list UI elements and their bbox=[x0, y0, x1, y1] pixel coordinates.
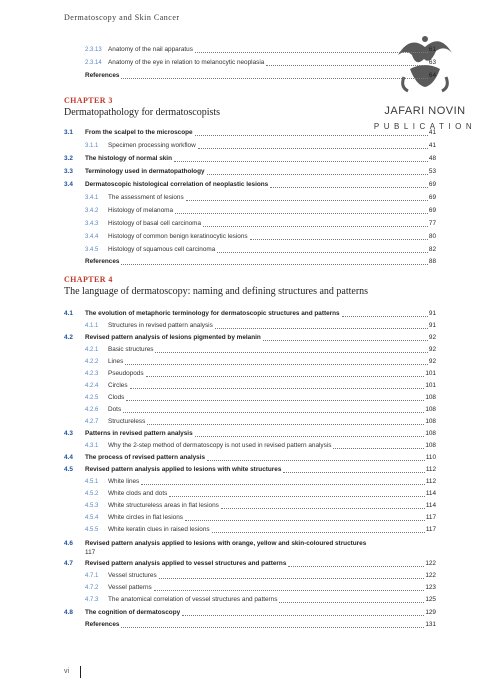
toc-entry-4.7[interactable]: 4.7 Revised pattern analysis applied to vessel structures and patterns 122 bbox=[64, 560, 436, 567]
logo-name: JAFARI NOVIN bbox=[384, 105, 466, 117]
chapter-4-title: The language of dermatoscopy: naming and defining structures and patterns bbox=[64, 286, 369, 297]
toc-entry-4.2.5[interactable]: 4.2.5 Clods 108 bbox=[85, 394, 436, 401]
toc-entry-references[interactable]: References 131 bbox=[85, 621, 436, 628]
toc-entry-3.4.2[interactable]: 3.4.2 Histology of melanoma 69 bbox=[85, 207, 436, 214]
toc-entry-4.7.1[interactable]: 4.7.1 Vessel structures 122 bbox=[85, 572, 436, 579]
toc-entry-4.2.3[interactable]: 4.2.3 Pseudopods 101 bbox=[85, 370, 436, 377]
toc-entry-3.4.4[interactable]: 3.4.4 Histology of common benign keratinocytic lesions 80 bbox=[85, 233, 436, 240]
toc-entry-4.2.4[interactable]: 4.2.4 Circles 101 bbox=[85, 382, 436, 389]
toc-entry-4.4[interactable]: 4.4 The process of revised pattern analysis 110 bbox=[64, 454, 436, 461]
toc-entry-4.1.1[interactable]: 4.1.1 Structures in revised pattern analysis 91 bbox=[85, 322, 436, 329]
toc-entry-4.6[interactable]: 4.6 Revised pattern analysis applied to lesions with orange, yellow and skin-coloured structures bbox=[64, 540, 367, 547]
toc-entry-3.4.5[interactable]: 3.4.5 Histology of squamous cell carcinoma 82 bbox=[85, 246, 436, 253]
toc-entry-references[interactable]: References 64 bbox=[85, 72, 436, 79]
toc-entry-4.7.2[interactable]: 4.7.2 Vessel patterns 123 bbox=[85, 584, 436, 591]
toc-entry-4.5[interactable]: 4.5 Revised pattern analysis applied to lesions with white structures 112 bbox=[64, 466, 436, 473]
toc-entry-3.1[interactable]: 3.1 From the scalpel to the microscope 41 bbox=[64, 129, 436, 136]
toc-entry-4.7.3[interactable]: 4.7.3 The anatomical correlation of vessel structures and patterns 125 bbox=[85, 596, 436, 603]
toc-entry-3.4.1[interactable]: 3.4.1 The assessment of lesions 69 bbox=[85, 194, 436, 201]
publisher-logo bbox=[350, 25, 500, 140]
chapter-4-label: CHAPTER 4 bbox=[64, 275, 113, 284]
toc-entry-4.1[interactable]: 4.1 The evolution of metaphoric terminology for dermatoscopic structures and patterns 91 bbox=[64, 310, 436, 317]
page-number: vi bbox=[64, 668, 70, 675]
toc-entry-2.3.14[interactable]: 2.3.14 Anatomy of the eye in relation to melanocytic neoplasia 63 bbox=[85, 59, 436, 66]
chapter-3-title: Dermatopathology for dermatoscopists bbox=[64, 107, 221, 118]
toc-entry-4.2.2[interactable]: 4.2.2 Lines 92 bbox=[85, 358, 436, 365]
toc-entry-3.2[interactable]: 3.2 The histology of normal skin 48 bbox=[64, 155, 436, 162]
toc-entry-4.3.1[interactable]: 4.3.1 Why the 2-step method of dermatoscopy is not used in revised pattern analysis 108 bbox=[85, 442, 436, 449]
toc-entry-4.2.7[interactable]: 4.2.7 Structureless 108 bbox=[85, 418, 436, 425]
toc-entry-4.5.2[interactable]: 4.5.2 White clods and dots 114 bbox=[85, 490, 436, 497]
chapter-3-label: CHAPTER 3 bbox=[64, 96, 113, 105]
toc-entry-4.2.6[interactable]: 4.2.6 Dots 108 bbox=[85, 406, 436, 413]
toc-entry-references[interactable]: References 88 bbox=[85, 258, 436, 265]
toc-entry-4.5.4[interactable]: 4.5.4 White circles in flat lesions 117 bbox=[85, 514, 436, 521]
running-head: Dermatoscopy and Skin Cancer bbox=[64, 13, 180, 22]
logo-subtitle: PUBLICATION bbox=[373, 122, 477, 131]
toc-entry-4.5.5[interactable]: 4.5.5 White keratin clues in raised lesions 117 bbox=[85, 526, 436, 533]
toc-entry-3.4[interactable]: 3.4 Dermatoscopic histological correlation of neoplastic lesions 69 bbox=[64, 181, 436, 188]
toc-entry-4.5.3[interactable]: 4.5.3 White structureless areas in flat lesions 114 bbox=[85, 502, 436, 509]
toc-entry-4.5.1[interactable]: 4.5.1 White lines 112 bbox=[85, 478, 436, 485]
toc-entry-4.6-page: 117 bbox=[85, 549, 96, 556]
toc-entry-3.4.3[interactable]: 3.4.3 Histology of basal cell carcinoma 77 bbox=[85, 220, 436, 227]
toc-entry-4.3[interactable]: 4.3 Patterns in revised pattern analysis 108 bbox=[64, 430, 436, 437]
toc-entry-3.1.1[interactable]: 3.1.1 Specimen processing workflow 41 bbox=[85, 142, 436, 149]
toc-entry-2.3.13[interactable]: 2.3.13 Anatomy of the nail apparatus 61 bbox=[85, 46, 436, 53]
toc-entry-3.3[interactable]: 3.3 Terminology used in dermatopathology 53 bbox=[64, 168, 436, 175]
folio-divider bbox=[80, 666, 81, 678]
toc-entry-4.2[interactable]: 4.2 Revised pattern analysis of lesions pigmented by melanin 92 bbox=[64, 334, 436, 341]
toc-entry-4.8[interactable]: 4.8 The cognition of dermatoscopy 129 bbox=[64, 609, 436, 616]
toc-entry-4.2.1[interactable]: 4.2.1 Basic structures 92 bbox=[85, 346, 436, 353]
